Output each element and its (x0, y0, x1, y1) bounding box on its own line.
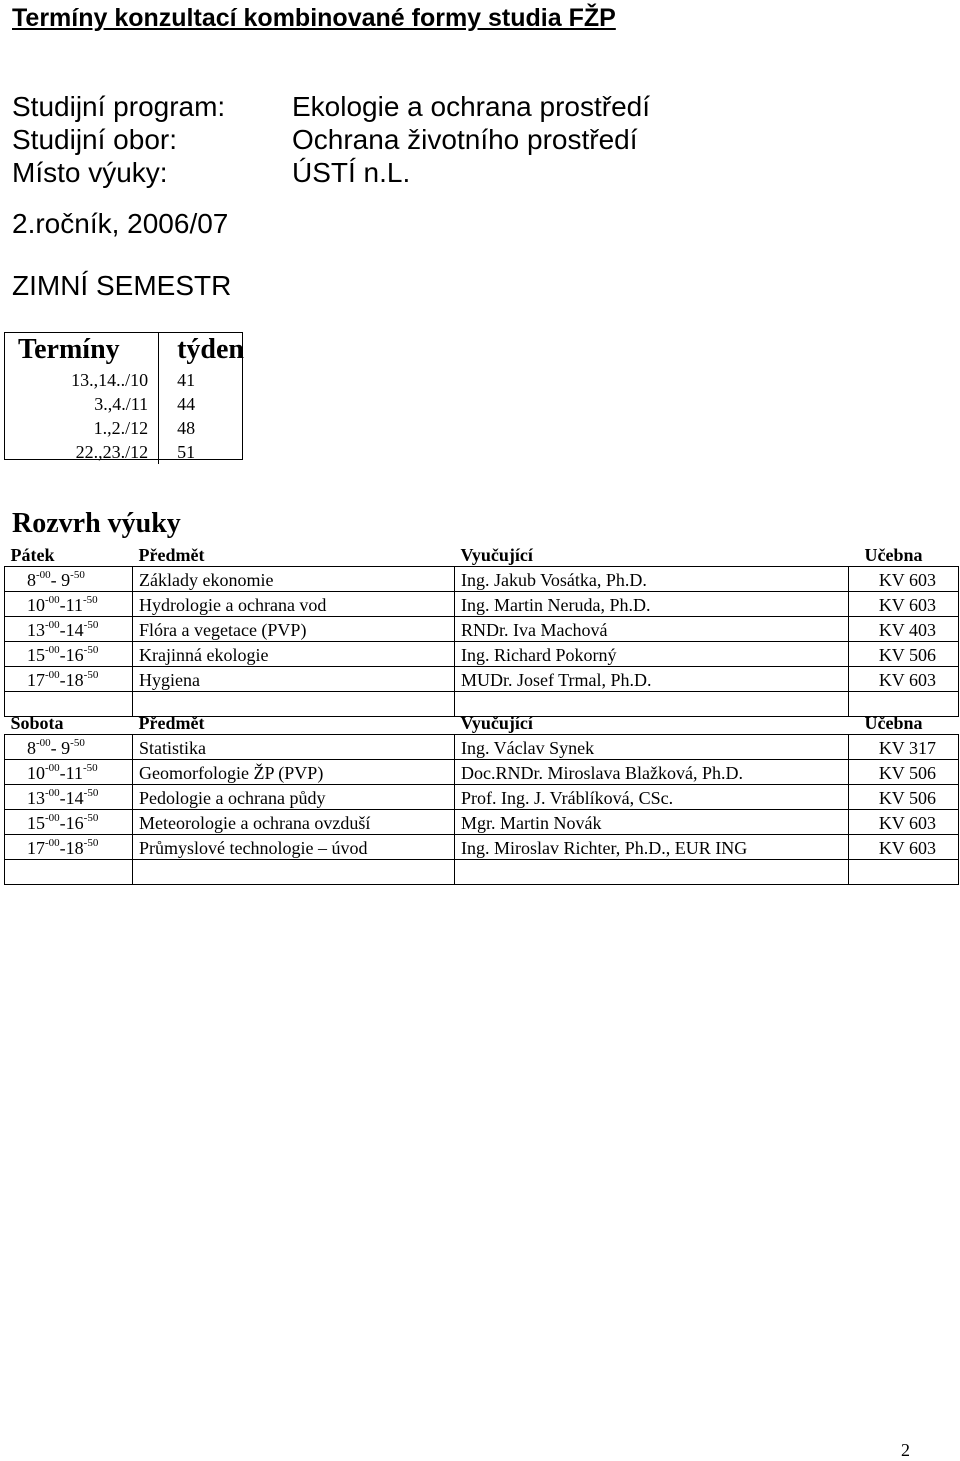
table-row (4, 392, 244, 416)
term-date: 22.,23./12 (4, 440, 159, 464)
room-cell: KV 603 (849, 810, 959, 835)
table-row (5, 810, 959, 835)
room-cell: KV 603 (849, 592, 959, 617)
schedule-title: Rozvrh výuky (12, 508, 181, 539)
teacher-cell: RNDr. Iva Machová (455, 617, 849, 642)
term-date: 13.,14../10 (4, 368, 159, 392)
table-row (5, 760, 959, 785)
term-week: 51 (177, 441, 196, 462)
time-cell: $10^{-00}-11^{-50}$ (5, 760, 133, 785)
time-cell: $17^{-00}-18^{-50}$ (5, 835, 133, 860)
location-value: ÚSTÍ n.L. (292, 157, 411, 188)
room-cell: KV 506 (849, 642, 959, 667)
room-cell: KV 603 (849, 667, 959, 692)
teacher-cell: Ing. Martin Neruda, Ph.D. (455, 592, 849, 617)
table-row (5, 592, 959, 617)
subject-header: Předmět (138, 545, 205, 565)
program-label: Studijní program: (12, 91, 226, 122)
room-header: Učebna (864, 545, 923, 565)
teacher-cell: Ing. Richard Pokorný (455, 642, 849, 667)
day-header: Pátek (10, 545, 55, 565)
teacher-header: Vyučující (460, 545, 533, 565)
document-title: Termíny konzultací kombinované formy studia FŽP (12, 4, 616, 32)
room-cell: KV 603 (849, 835, 959, 860)
subject-cell: Geomorfologie ŽP (PVP) (133, 760, 455, 785)
time-cell: $13^{-00}-14^{-50}$ (5, 617, 133, 642)
room-cell: KV 317 (849, 735, 959, 760)
time-cell: $8^{-00}-$ $9^{-50}$ (5, 735, 133, 760)
semester-title: ZIMNÍ SEMESTR (12, 270, 232, 301)
terms-header-week: týden (177, 334, 244, 365)
time-cell: $13^{-00}-14^{-50}$ (5, 785, 133, 810)
teacher-cell: Ing. Jakub Vosátka, Ph.D. (455, 567, 849, 592)
time-cell: $8^{-00}-$ $9^{-50}$ (5, 567, 133, 592)
term-date: 3.,4./11 (4, 392, 159, 416)
field-label: Studijní obor: (12, 124, 177, 155)
table-row (4, 416, 244, 440)
room-cell: KV 506 (849, 785, 959, 810)
subject-cell: Krajinná ekologie (133, 642, 455, 667)
room-cell: KV 603 (849, 567, 959, 592)
page-number: 2 (901, 1440, 910, 1460)
teacher-cell: Mgr. Martin Novák (455, 810, 849, 835)
time-cell: $15^{-00}-16^{-50}$ (5, 642, 133, 667)
saturday-schedule-table (4, 708, 959, 885)
time-cell: $15^{-00}-16^{-50}$ (5, 810, 133, 835)
empty-row (5, 860, 959, 885)
room-cell: KV 506 (849, 760, 959, 785)
subject-cell: Flóra a vegetace (PVP) (133, 617, 455, 642)
teacher-cell: Doc.RNDr. Miroslava Blažková, Ph.D. (455, 760, 849, 785)
teacher-cell: Ing. Miroslav Richter, Ph.D., EUR ING (455, 835, 849, 860)
table-row (5, 835, 959, 860)
table-row (5, 785, 959, 810)
table-header-row (5, 708, 959, 735)
term-week: 44 (177, 393, 196, 414)
table-row (5, 735, 959, 760)
day-header: Sobota (10, 713, 64, 733)
teacher-cell: Prof. Ing. J. Vráblíková, CSc. (455, 785, 849, 810)
term-date: 1.,2./12 (4, 416, 159, 440)
term-week: 48 (177, 417, 196, 438)
program-value: Ekologie a ochrana prostředí (292, 91, 650, 122)
table-row (4, 368, 244, 392)
subject-cell: Statistika (133, 735, 455, 760)
field-value: Ochrana životního prostředí (292, 124, 638, 155)
location-label: Místo výuky: (12, 157, 168, 188)
room-cell: KV 403 (849, 617, 959, 642)
table-row (5, 667, 959, 692)
table-row (5, 617, 959, 642)
subject-cell: Meteorologie a ochrana ovzduší (133, 810, 455, 835)
terms-table (4, 332, 244, 464)
table-header-row (5, 540, 959, 567)
teacher-cell: Ing. Václav Synek (455, 735, 849, 760)
subject-cell: Hygiena (133, 667, 455, 692)
subject-header: Předmět (138, 713, 205, 733)
room-header: Učebna (864, 713, 923, 733)
terms-header-dates: Termíny (4, 332, 159, 368)
academic-year: 2.ročník, 2006/07 (12, 208, 229, 239)
subject-cell: Základy ekonomie (133, 567, 455, 592)
subject-cell: Průmyslové technologie – úvod (133, 835, 455, 860)
table-row (5, 642, 959, 667)
friday-schedule-table (4, 540, 959, 717)
table-row (4, 440, 244, 464)
subject-cell: Hydrologie a ochrana vod (133, 592, 455, 617)
table-row (5, 567, 959, 592)
teacher-header: Vyučující (460, 713, 533, 733)
teacher-cell: MUDr. Josef Trmal, Ph.D. (455, 667, 849, 692)
time-cell: $10^{-00}-11^{-50}$ (5, 592, 133, 617)
subject-cell: Pedologie a ochrana půdy (133, 785, 455, 810)
term-week: 41 (177, 369, 196, 390)
time-cell: $17^{-00}-18^{-50}$ (5, 667, 133, 692)
